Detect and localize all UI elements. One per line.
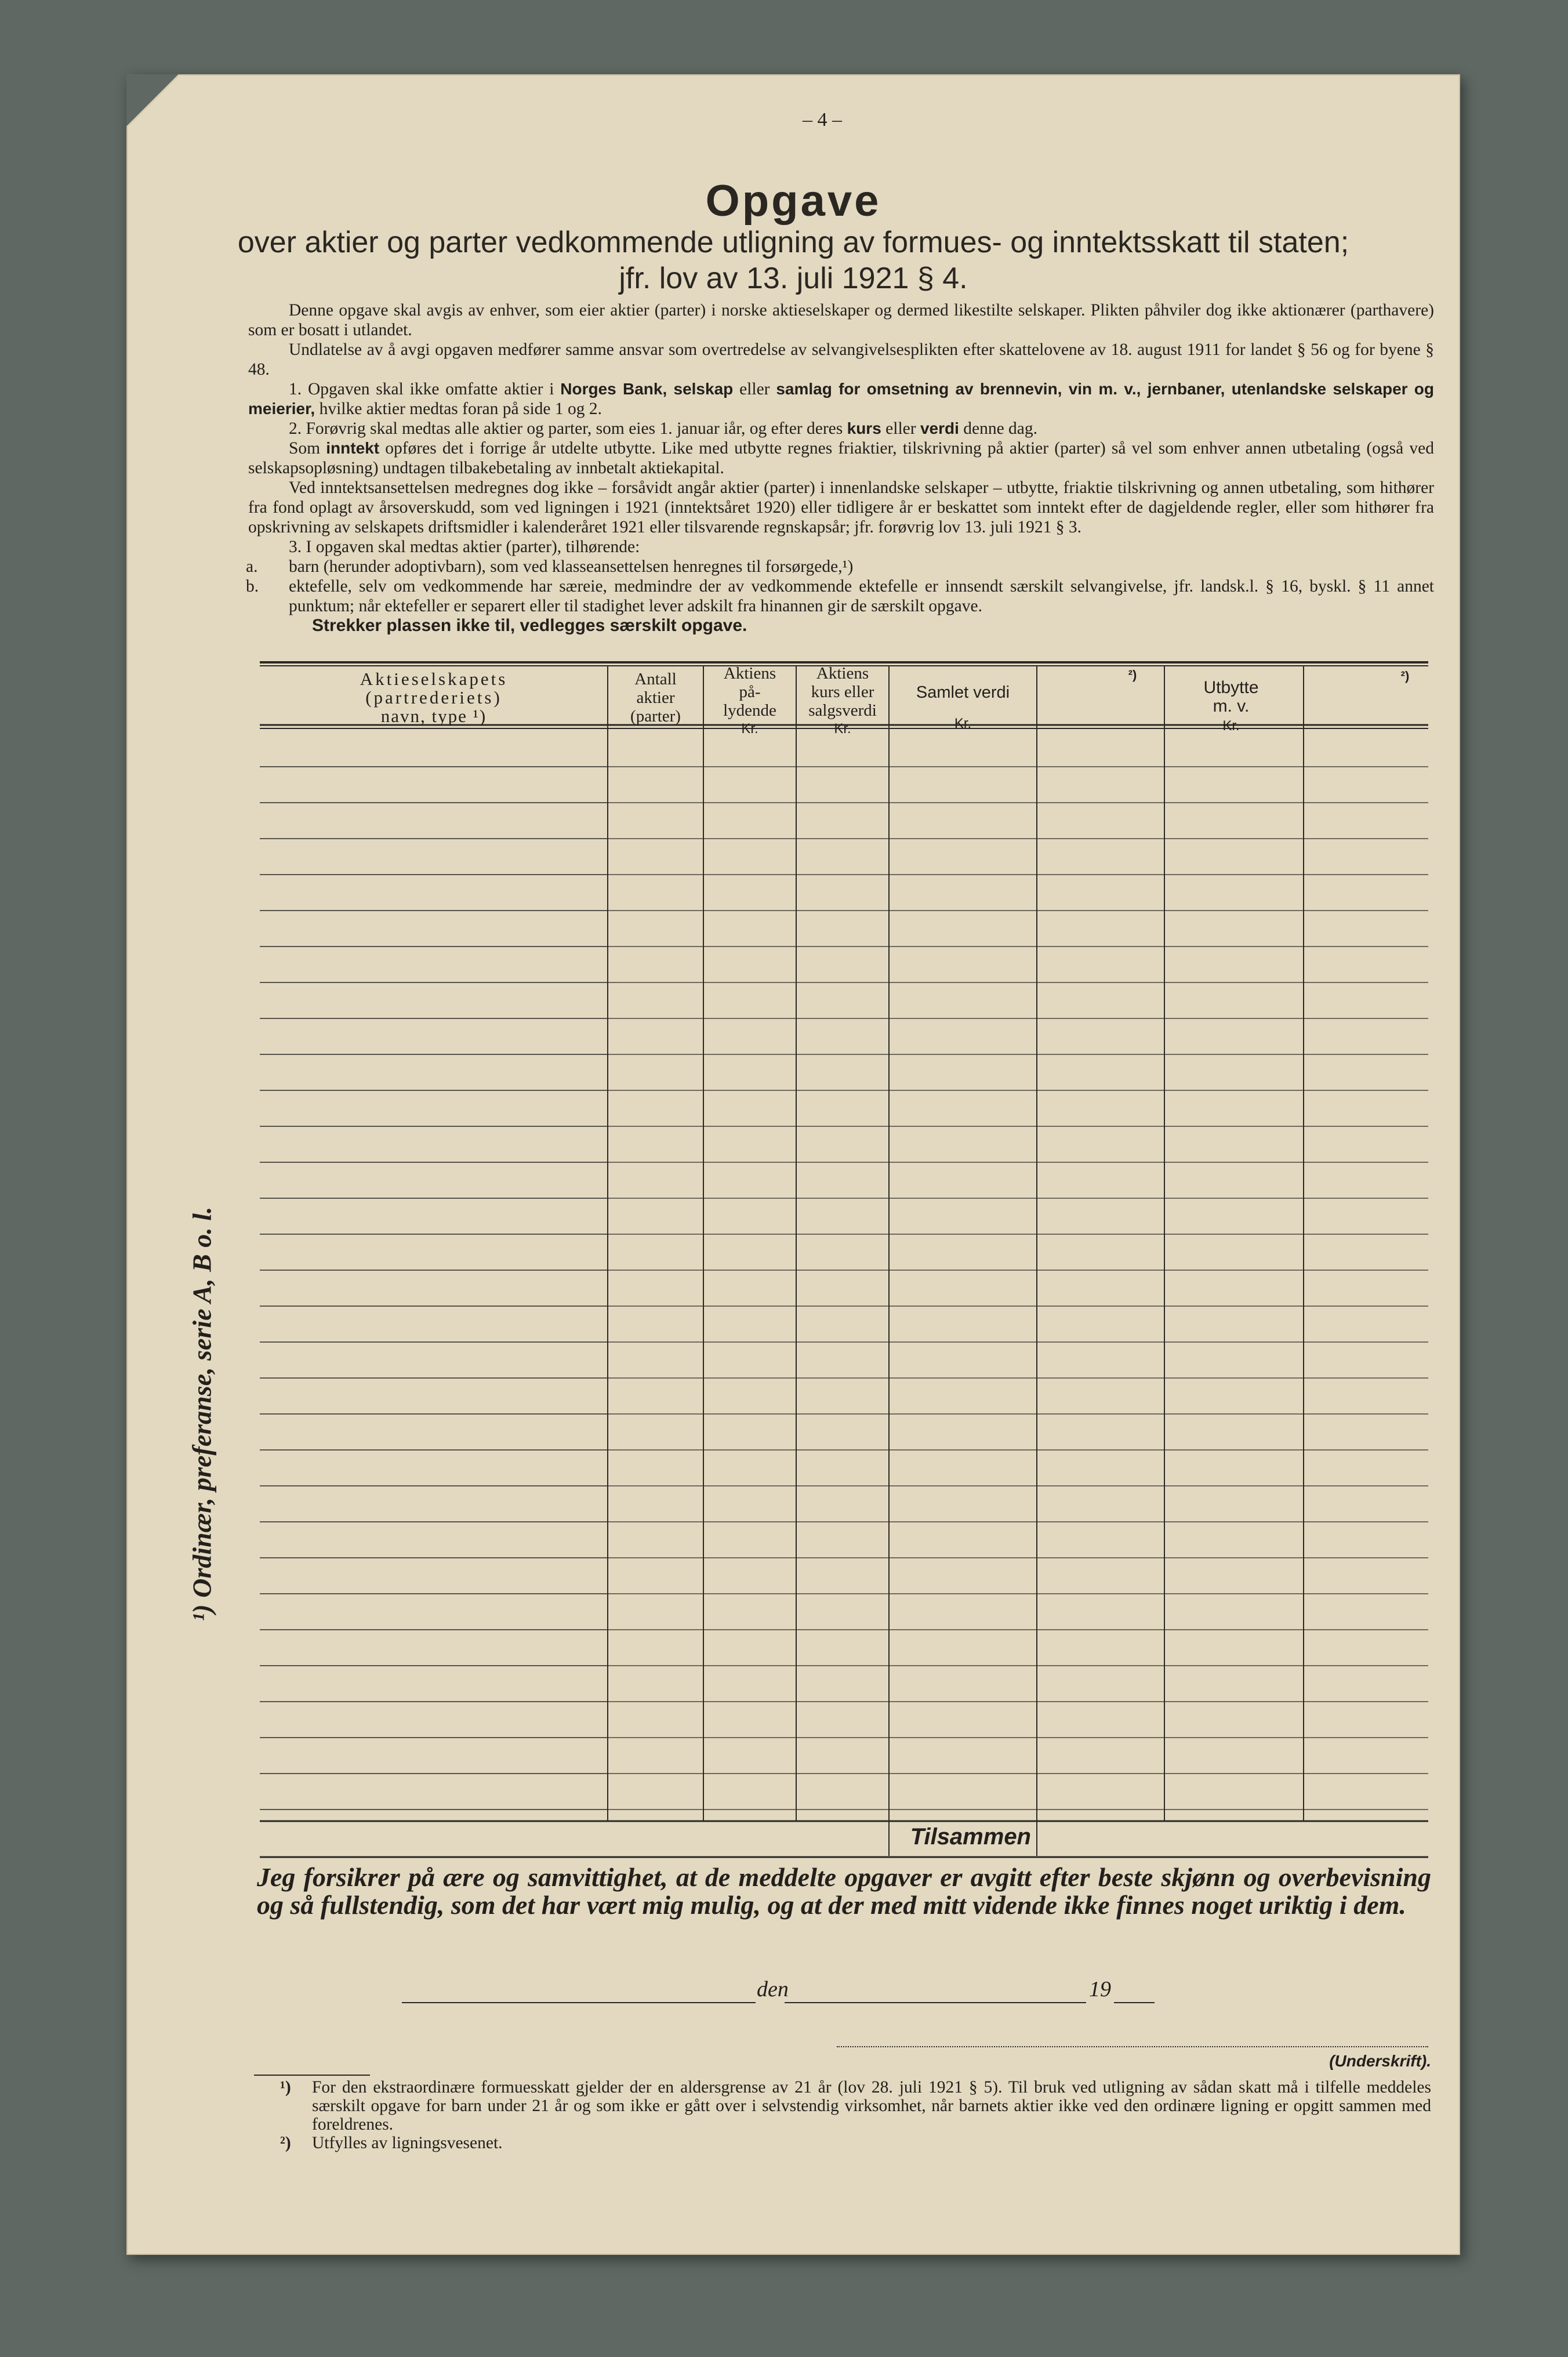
instruction-paragraph: 2. Forøvrig skal medtas alle aktier og parter, som eies 1. januar iår, og efter deres kurs eller verdi denne dag. xyxy=(289,419,1038,438)
place-blank xyxy=(402,2002,756,2003)
instructions xyxy=(248,300,1434,636)
header-count: Antall aktier (parter) xyxy=(630,670,681,726)
form-subtitle: over aktier og parter vedkommende utligning av formues- og inntektsskatt til staten; xyxy=(237,226,1349,259)
shares-table xyxy=(260,661,1428,1865)
instruction-paragraph: Som inntekt opføres det i forrige år utdelte utbytte. Like med utbytte regnes friaktier, tilskrivning på aktier (parter) så vel som enhver annen utbetaling (også ved selskapsopløsning) undtagen tilbakebetaling av innbetalt aktiekapital. xyxy=(248,439,1434,477)
header-dividend-mark: ²) xyxy=(1400,669,1410,683)
header-total-value: Samlet verdi Kr. xyxy=(916,683,1010,731)
den-label: den xyxy=(757,1977,789,2001)
footnote-1: ¹) For den ekstraordinære formuesskatt gjelder der en aldersgrense av 21 år (lov 28. juli 1921 § 5). Til bruk ved utligning av sådan skatt må i tilfelle meddeles særskilt opgave for barn under 21 år og som ikke er gått over i selvstendig virksomhet, når barnets aktier ikke ved den ordinære ligning er opgitt sammen med foreldrenes. xyxy=(280,2078,1431,2134)
instruction-paragraph: Denne opgave skal avgis av enhver, som eier aktier (parter) i norske aktieselskaper og dermed likestilte selskaper. Plikten påhviler dog ikke aktionærer (parthavere) som er bosatt i utlandet. xyxy=(248,301,1434,339)
instruction-paragraph: Undlatelse av å avgi opgaven medfører samme ansvar som overtredelse av selvangivelsesplikten efter skattelovene av 18. august 1911 for landet § 56 og for byene § 48. xyxy=(248,340,1434,379)
folded-corner xyxy=(126,74,179,126)
side-footnote: ¹) Ordinær, preferanse, serie A, B o. l. xyxy=(187,1206,217,1622)
instruction-paragraph: 1. Opgaven skal ikke omfatte aktier i Norges Bank, selskap eller samlag for omsetning av brennevin, vin m. v., jernbaner, utenlandske selskaper og meierier, hvilke aktier medtas foran på side 1 og 2. xyxy=(248,380,1434,418)
header-blank-mark: ²) xyxy=(1128,668,1137,682)
footnote-2: ²) Utfylles av ligningsvesenet. xyxy=(280,2134,503,2152)
header-price: Aktiens kurs eller salgsverdi Kr. xyxy=(808,664,877,737)
instruction-paragraph: 3. I opgaven skal medtas aktier (parter), tilhørende: xyxy=(289,538,640,556)
instruction-item-b: b. ektefelle, selv om vedkommende har særeie, medmindre der av vedkommende ektefelle er innsendt særskilt selvangivelse, jfr. landsk.l. § 16, byskl. § 11 annet punktum; når ektefeller er separert eller til stadighet lever adskilt fra hinannen gir de særskilt opgave. xyxy=(246,577,1434,615)
instruction-paragraph: Ved inntektsansettelsen medregnes dog ikke – forsåvidt angår aktier (parter) i innenlandske selskaper – utbytte, friaktie tilskrivning og annen utbetaling, som hithører fra fond oplagt av årsoverskudd, som ved ligningen i 1921 (inntektsåret 1920) eller tidligere år er beskattet som inntekt efter de dagjeldende regler, eller som hithører fra opskrivning av selskapets driftsmidler i kalenderåret 1921 eller tilsvarende regnskapsår; jfr. forøvrig lov 13. juli 1921 § 3. xyxy=(248,478,1434,536)
header-company: Aktieselskapets (partrederiets) navn, type ¹) xyxy=(360,669,508,726)
page-number: – 4 – xyxy=(803,109,842,130)
law-reference: jfr. lov av 13. juli 1921 § 4. xyxy=(619,262,968,295)
header-nominal: Aktiens på- lydende Kr. xyxy=(723,664,776,737)
table-grid xyxy=(260,661,1428,1865)
year-blank xyxy=(1114,2002,1155,2003)
place-date-line xyxy=(402,1977,1225,2011)
document-sheet xyxy=(126,74,1460,2255)
footnote-rule xyxy=(254,2075,370,2076)
signature-blank xyxy=(837,2046,1428,2047)
date-blank xyxy=(785,2002,1086,2003)
declaration: Jeg forsikrer på ære og samvittighet, at de meddelte opgaver er avgitt efter beste skjønn og overbevisning og så fullstendig, som det har vært mig mulig, og at der med mitt vidende ikke finnes noget uriktig i dem. xyxy=(257,1862,1431,1920)
header-dividend: Utbytte m. v. Kr. xyxy=(1203,678,1259,734)
signature-label: (Underskrift). xyxy=(1329,2052,1431,2070)
instruction-item-a: a. barn (herunder adoptivbarn), som ved klasseansettelsen henregnes til forsørgede,¹) xyxy=(246,557,854,576)
year-label: 19 xyxy=(1089,1977,1111,2001)
form-title: Opgave xyxy=(705,176,881,226)
space-note: Strekker plassen ikke til, vedlegges særskilt opgave. xyxy=(312,616,747,635)
total-label: Tilsammen xyxy=(910,1824,1031,1850)
footnotes xyxy=(254,2078,1431,2152)
